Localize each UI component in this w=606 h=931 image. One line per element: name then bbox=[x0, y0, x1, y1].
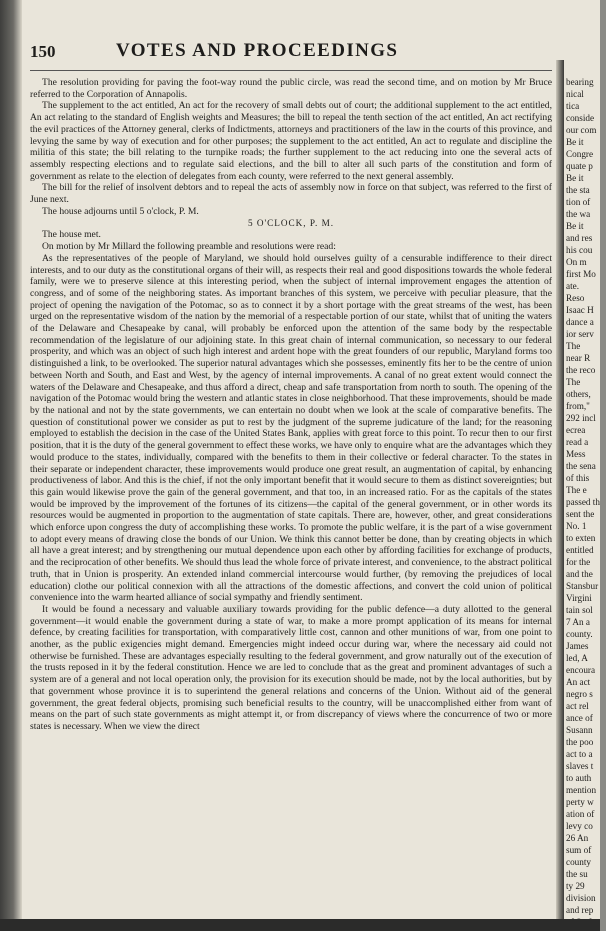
adjacent-page-fragment: the su bbox=[566, 869, 588, 879]
paragraph: The supplement to the act entitled, An act for the recovery of small debts out of court; the additional supplement to the act entitled, An act relating to the standard of English weights and Measures; the bill to repeal the tenth section of the act entitled, An act rectifying the evil practices of the Attorney general, clerks of Indictments, attorneys and practitioners of the law in the courts of this province, and levying the same by way of execution and for other purposes; the supplement to the act entitled, An act to regulate and discipline the militia of this state; the bill relating to the turnpike roads; the further supplement to the act reducing into one the several acts of assembly respecting elections and to regulate said elections, and the bill to alter all such parts of the constitution and form of government as relate to the election of delegates from each county, were referred to the next general assembly. bbox=[30, 100, 552, 182]
binding-shadow bbox=[0, 0, 22, 931]
running-head bbox=[30, 40, 552, 66]
page-number: 150 bbox=[30, 42, 56, 61]
running-title: VOTES AND PROCEEDINGS bbox=[116, 40, 399, 61]
adjacent-page-fragment: act rel bbox=[566, 701, 589, 711]
adjacent-page-fragment: The bbox=[566, 341, 581, 351]
adjacent-page-fragment: encoura bbox=[566, 665, 596, 675]
header-rule bbox=[30, 70, 552, 71]
adjacent-page-fragment: entitled bbox=[566, 545, 594, 555]
adjacent-page-fragment: 292 incl bbox=[566, 413, 596, 423]
adjacent-page-fragment: county bbox=[566, 857, 592, 867]
adjacent-page-fragment: ate. bbox=[566, 281, 580, 291]
adjacent-page-fragment: quate p bbox=[566, 161, 593, 171]
paragraph: The house adjourns until 5 o'clock, P. M. bbox=[42, 205, 199, 217]
adjacent-page-fragment: read a bbox=[566, 437, 589, 447]
paragraph: The resolution providing for paving the foot-way round the public circle, was read the second time, and on motion by Mr Bruce referred to the Corporation of Annapolis. bbox=[30, 77, 552, 100]
adjacent-page-fragment: the wa bbox=[566, 209, 591, 219]
adjacent-page-fragment: levy co bbox=[566, 821, 593, 831]
adjacent-page-fragment: On m bbox=[566, 257, 587, 267]
adjacent-page-fragment: An act bbox=[566, 677, 591, 687]
adjacent-page-fragment: and res bbox=[566, 233, 593, 243]
adjacent-page-fragment: slaves t bbox=[566, 761, 594, 771]
adjacent-page-fragment: sent the bbox=[566, 509, 595, 519]
adjacent-page-fragment: The bbox=[566, 377, 581, 387]
adjacent-page-fragment: of this bbox=[566, 473, 590, 483]
adjacent-page-fragment: Mess bbox=[566, 449, 586, 459]
adjacent-page-fragment: 7 An a bbox=[566, 617, 590, 627]
adjacent-page-fragment: the sena bbox=[566, 461, 596, 471]
paragraph: It would be found a necessary and valuable auxiliary towards providing for the public defence—a duty allotted to the general government—it would enable the government during a state of war, to make a more prompt application of its means for internal defence, by creating facilities for transportation, with comparatively little cost, cannon and other munitions of war, from one point to another, as the public exigencies might demand. Emergencies might indeed occur during war, where the necessary aid could not otherwise be furnished. These are advantages especially resulting to the federal government, and grow naturally out of the execution of the trusts reposed in it by the federal constitution. Hence we are led to conclude that as the great and prominent advantages of such a system are of a general and not local operation only, the provision for its execution should be made, not by the local authorities, but by that government whose province it is to superintend the general relations and concerns of the Union. Without aid of the general government, the great federal objects, promising such beneficial results to the country, will be unaccomplished either from want of means on the part of such state governments as might attempt it, or from discrepancy of views where the concurrence of two or more states is necessary. When we view the direct bbox=[30, 603, 552, 732]
adjacent-page-fragment: Reso bbox=[566, 293, 585, 303]
adjacent-page-fragment: ecrea bbox=[566, 425, 586, 435]
adjacent-page-fragment: 26 An bbox=[566, 833, 589, 843]
adjacent-page-fragment: tica bbox=[566, 101, 580, 111]
page-gutter bbox=[556, 60, 564, 930]
adjacent-page-fragment: Virgini bbox=[566, 593, 592, 603]
adjacent-page-fragment: ior serv bbox=[566, 329, 594, 339]
adjacent-page-fragment: Susann bbox=[566, 725, 593, 735]
paragraph-group-evening bbox=[30, 229, 552, 732]
adjacent-page-fragment: passed th bbox=[566, 497, 600, 507]
adjacent-page-column bbox=[566, 76, 606, 918]
adjacent-page-fragment: bearing bbox=[566, 77, 594, 87]
adjacent-page-fragment: nical bbox=[566, 89, 584, 99]
adjacent-page-fragment: our com bbox=[566, 125, 597, 135]
adjacent-page-fragment: ation of bbox=[566, 809, 595, 819]
adjacent-page-fragment: mention bbox=[566, 785, 597, 795]
adjacent-page-fragment: Isaac H bbox=[566, 305, 594, 315]
session-heading: 5 O'CLOCK, P. M. bbox=[247, 218, 335, 229]
adjacent-page-fragment: to exten bbox=[566, 533, 596, 543]
adjacent-page-fragment: negro s bbox=[566, 689, 593, 699]
adjacent-page-fragment: conside bbox=[566, 113, 595, 123]
adjacent-page-fragment: county. bbox=[566, 629, 593, 639]
adjacent-page-fragment: led, A bbox=[566, 653, 588, 663]
adjacent-page-fragment: to auth bbox=[566, 773, 592, 783]
adjacent-page-fragment: Stansbur bbox=[566, 581, 599, 591]
adjacent-page-fragment: perty w bbox=[566, 797, 594, 807]
adjacent-page-fragment: tion of bbox=[566, 197, 591, 207]
adjacent-page-fragment: others, bbox=[566, 389, 591, 399]
adjacent-page-fragment: the sta bbox=[566, 185, 590, 195]
adjacent-page-fragment: division bbox=[566, 893, 596, 903]
adjacent-page-fragment: ance of bbox=[566, 713, 593, 723]
adjacent-page-fragment: ty 29 bbox=[566, 881, 585, 891]
adjacent-page-fragment: Be it bbox=[566, 221, 584, 231]
adjacent-page-fragment: first Mo bbox=[566, 269, 596, 279]
adjacent-page-fragment: and rep bbox=[566, 905, 594, 915]
adjacent-page-fragment: near R bbox=[566, 353, 591, 363]
adjacent-page-fragment: for the bbox=[566, 557, 591, 567]
adjacent-page-fragment: from," bbox=[566, 401, 590, 411]
adjacent-page-fragment: No. 1 bbox=[566, 521, 587, 531]
main-column bbox=[30, 40, 552, 916]
adjacent-page-fragment: act to a bbox=[566, 749, 593, 759]
adjacent-page-fragment: and the bbox=[566, 569, 593, 579]
adjacent-page-fragment: sum of bbox=[566, 845, 592, 855]
paragraph-group-morning bbox=[30, 77, 552, 217]
adjacent-page-fragment: his cou bbox=[566, 245, 593, 255]
adjacent-page-fragment: dance a bbox=[566, 317, 594, 327]
adjacent-page-fragment: tain sol bbox=[566, 605, 593, 615]
adjacent-page-fragment: The e bbox=[566, 485, 587, 495]
scan-bottom-edge bbox=[0, 919, 600, 931]
adjacent-page-fragment: the poo bbox=[566, 737, 594, 747]
paragraph: The house met. bbox=[42, 229, 101, 241]
adjacent-page-fragment: Be it bbox=[566, 137, 584, 147]
adjacent-page-fragment: the reco bbox=[566, 365, 596, 375]
adjacent-page-fragment: Be it bbox=[566, 173, 584, 183]
paragraph: The bill for the relief of insolvent debtors and to repeal the acts of assembly now in force on that subject, was referred to the first of June next. bbox=[30, 182, 552, 206]
paragraph: As the representatives of the people of Maryland, we should hold ourselves guilty of a censurable indifference to their direct interests, and to our duty as the constitutional organs of their will, as respects their real and good dispositions towards the whole federal family, were we to preserve silence at this interesting period, when the subject of internal improvement engages the attention of congress, and of some of the neighboring states. As important branches of this system, we perceive with peculiar pleasure, that the project of opening the navigation of the Potomac, so as to connect it by a short portage with the great streams of the west, has been urged on the representative wisdom of the nation by the memorial of a respectable portion of our state, whilst that of uniting the waters of the Delaware and Chesapeake by canal, will probably be enforced upon the attention of the same body by the respectable recommendation of the legislature of our adjoining state. In this great chain of internal communication, so necessary to our federal prosperity, and which was an object of such high interest and ardent hope with the great founders of our republic, Maryland forms too distinguished a link, to be overlooked. The superior natural advantages which she possesses, eminently fits her to be the centre of union between North and South, and East and West, by the agency of internal improvements. A canal of no great extent would connect the waters of the Delaware and Chesapeake, and thus afford a direct, cheap and safe transportation from north to south. The opening of the navigation of the Potomac would bring the western and atlantic states in close neighborhood. That these improvements, should be made by the national and not by the state governments, we can entertain no doubt when we look at the scale of comparative benefits. The question of constitutional power we consider as put to rest by the judgment of the supreme judicature of the land; for the reasoning employed to establish the decision in the case of the United States Bank, applies with great force to this point. To recur then to our first position, that it is the duty of the general government to effect these works, we have only to enquire what are the advantages which they would produce to the states, individually, compared with the benefits to them in their collective or federal character. To the states in their separate or independent character, these improvements would produce one great result, an augmentation of capital, by enhancing productiveness of labor. And this is the chief, if not the only important benefit that it would secure to them as distinct sovereignties; but this gain would likewise prove the gain of the general government, and that too, in an increased ratio. For as the capitals of the states would be improved by the improvement of the fortunes of its citizens—the capital of the general government, or in other words its resources would be augmented in proportion to the augmentation of state capitals. There are, however, other, and great considerations which enforce upon congress the duty of accomplishing these works. To promote the public welfare, it is the part of a wise government to adopt every means of drawing close the bonds of our Union. We think this cannot better be done, than by creating objects in which all have a great interest; and by strengthening our mutual dependence upon each other by affording facilities for exchange of products, and the reciprocation of other benefits. We should thus lead the whole force of private interest, and convenience, to the abstract political truth, that in Union is prosperity. An extended inland commercial intercourse would further, (by removing the prejudices of local education) clothe our political connexion with all the attractions of the domestic affections, and convert the cold union of political convenience into the warm hearted alliance of social sympathy and friendly sentiment. bbox=[30, 252, 552, 604]
adjacent-page-fragment: Congre bbox=[566, 149, 594, 159]
adjacent-page-fragment: James bbox=[566, 641, 589, 651]
paragraph: On motion by Mr Millard the following preamble and resolutions were read: bbox=[42, 241, 336, 253]
